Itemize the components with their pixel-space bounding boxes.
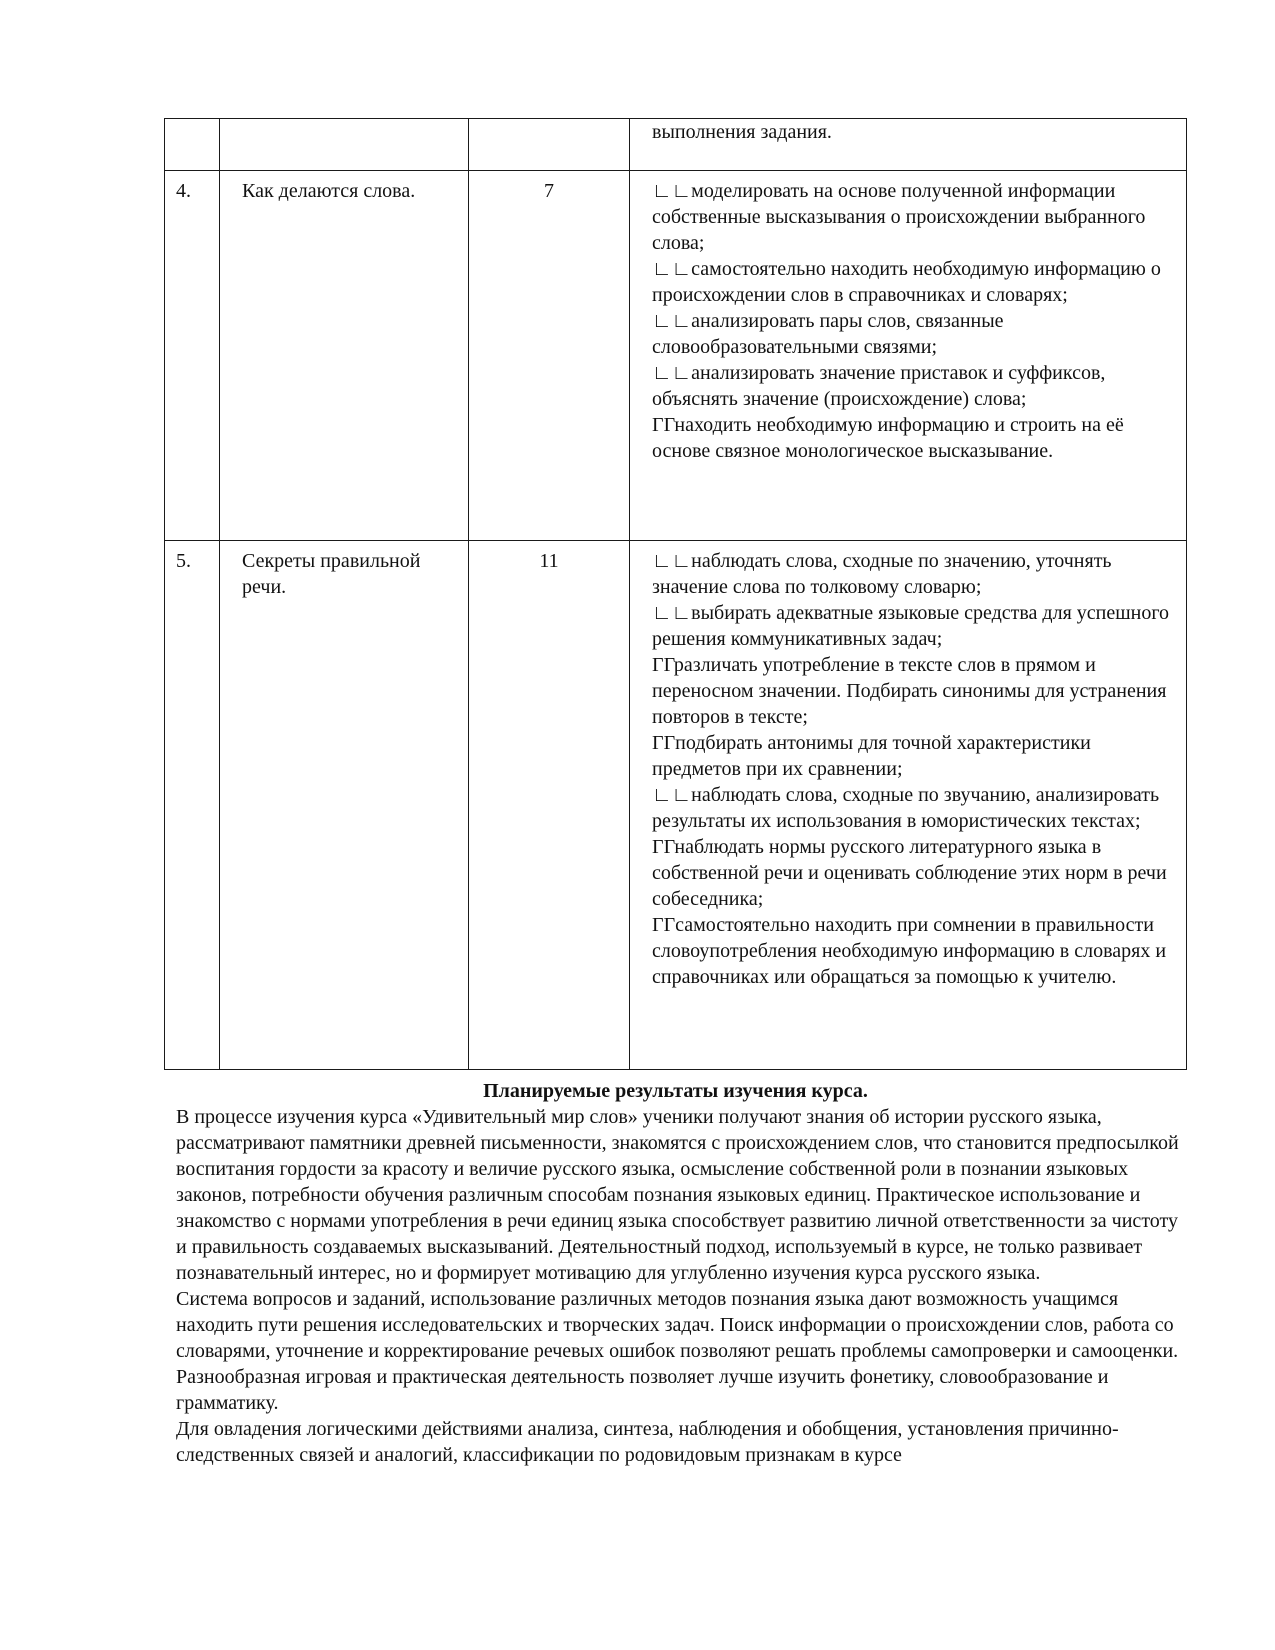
body-paragraph: В процессе изучения курса «Удивительный мир слов» ученики получают знания об истории русского языка, рассматривают памятники древней письменности, знакомятся с происхождением слов, что становится предпосылкой воспитания гордости за красоту и величие русского языка, осмысление собственной роли в познании языковых законов, потребности обучения различным способам познания языковых единиц. Практическое использование и знакомство с нормами употребления в речи единиц языка способствует развитию личной ответственности за чистоту и правильность создаваемых высказываний. Деятельностный подход, используемый в курсе, не только развивает познавательный интерес, но и формирует мотивацию для углубленно изучения курса русского языка. — [176, 1106, 1179, 1284]
activity-line: ∟∟наблюдать слова, сходные по звучанию, анализировать результаты их использования в юмористических текстах; — [652, 784, 1160, 832]
activity-line: ∟∟самостоятельно находить необходимую информацию о происхождении слов в справочниках и словарях; — [652, 258, 1161, 306]
activity-line: ГГсамостоятельно находить при сомнении в правильности словоупотребления необходимую информацию в словарях и справочниках или обращаться за помощью к учителю. — [652, 914, 1167, 988]
activity-line: ГГподбирать антонимы для точной характеристики предметов при их сравнении; — [652, 732, 1091, 780]
body-paragraph: Для овладения логическими действиями анализа, синтеза, наблюдения и обобщения, установления причинно-следственных связей и аналогий, классификации по родовидовым признакам в курсе — [176, 1418, 1119, 1466]
course-plan-table — [164, 118, 1187, 1070]
table-row — [165, 541, 1187, 1070]
section-heading: Планируемые результаты изучения курса. — [483, 1080, 868, 1102]
row-number-cell: 4. — [165, 171, 220, 541]
activity-line: ГГразличать употребление в тексте слов в прямом и переносном значении. Подбирать синонимы для устранения повторов в тексте; — [652, 654, 1167, 728]
activity-line: выполнения задания. — [652, 121, 832, 143]
topic-cell: Секреты правильной речи. — [220, 541, 469, 1070]
hours-cell: 7 — [469, 171, 630, 541]
activity-line: ГГнаблюдать нормы русского литературного языка в собственной речи и оценивать соблюдение этих норм в речи собеседника; — [652, 836, 1167, 910]
table-row — [165, 171, 1187, 541]
activity-line: ∟∟выбирать адекватные языковые средства для успешного решения коммуникативных задач; — [652, 602, 1170, 650]
activities-cell — [630, 171, 1187, 541]
activity-line: ∟∟анализировать значение приставок и суффиксов, объяснять значение (происхождение) слова; — [652, 362, 1106, 410]
activity-line: ∟∟моделировать на основе полученной информации собственные высказывания о происхождении выбранного слова; — [652, 180, 1146, 254]
section-body — [176, 1104, 1181, 1468]
hours-cell — [469, 119, 630, 171]
body-paragraph: Система вопросов и заданий, использование различных методов познания языка дают возможность учащимся находить пути решения исследовательских и творческих задач. Поиск информации о происхождении слов, работа со словарями, уточнение и корректирование речевых ошибок позволяют решать проблемы самопроверки и самооценки. Разнообразная игровая и практическая деятельность позволяет лучше изучить фонетику, словообразование и грамматику. — [176, 1288, 1179, 1414]
activity-line: ∟∟анализировать пары слов, связанные словообразовательными связями; — [652, 310, 1004, 358]
row-number-cell — [165, 119, 220, 171]
topic-cell — [220, 119, 469, 171]
activity-line: ГГнаходить необходимую информацию и строить на её основе связное монологическое высказывание. — [652, 414, 1124, 462]
activities-cell — [630, 119, 1187, 171]
row-number-cell: 5. — [165, 541, 220, 1070]
table-row-continued — [165, 119, 1187, 171]
topic-cell: Как делаются слова. — [220, 171, 469, 541]
hours-cell: 11 — [469, 541, 630, 1070]
activity-line: ∟∟наблюдать слова, сходные по значению, уточнять значение слова по толковому словарю; — [652, 550, 1112, 598]
activities-cell — [630, 541, 1187, 1070]
